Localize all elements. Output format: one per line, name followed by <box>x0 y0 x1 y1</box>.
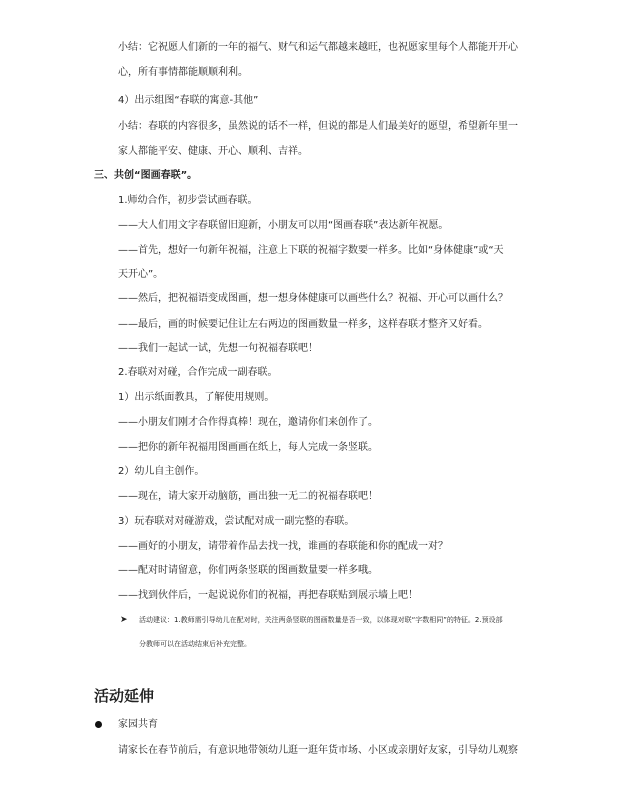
sub-2-step-2-a: ——现在，请大家开动脑筋，画出独一无二的祝福春联吧！ <box>118 491 378 502</box>
sub-2-step-3-c: ——找到伙伴后，一起说说你们的祝福，再把春联贴到展示墙上吧！ <box>118 590 418 601</box>
section-3-heading: 三、共创“图画春联”。 <box>94 170 198 181</box>
bullet-icon <box>95 721 102 728</box>
step-4-heading: 4）出示组图“春联的寓意-其他” <box>118 95 259 106</box>
summary-1-line-2: 心，所有事情都能顺顺利利。 <box>118 67 248 78</box>
summary-2-line-1: 小结：春联的内容很多，虽然说的话不一样，但说的都是人们最美好的愿望，希望新年里一 <box>118 121 518 132</box>
sub-1-line-e: ——我们一起试一试，先想一句祝福春联吧！ <box>118 343 318 354</box>
sub-1-line-d: ——最后，画的时候要记住让左右两边的图画数量一样多，这样春联才整齐又好看。 <box>118 319 488 330</box>
summary-2-line-2: 家人都能平安、健康、开心、顺利、吉祥。 <box>118 146 308 157</box>
sub-1-heading: 1.师幼合作，初步尝试画春联。 <box>118 195 258 206</box>
summary-1-line-1: 小结：它祝愿人们新的一年的福气、财气和运气都越来越旺，也祝愿家里每个人都能开开心 <box>118 42 518 53</box>
sub-2-step-1-b: ——把你的新年祝福用图画画在纸上，每人完成一条竖联。 <box>118 442 378 453</box>
activity-note-line-1: 活动建议：1.教师需引导幼儿在配对时，关注两条竖联的图画数量是否一致，以体现对联“字数相同”的特征。2.预设部 <box>139 616 503 624</box>
sub-1-line-c: ——然后，把祝福语变成图画，想一想身体健康可以画些什么？祝福、开心可以画什么？ <box>118 293 508 304</box>
extension-heading: 活动延伸 <box>94 687 155 705</box>
sub-2-step-3-b: ——配对时请留意，你们两条竖联的图画数量要一样多哦。 <box>118 565 378 576</box>
extension-body-line-1: 请家长在春节前后，有意识地带领幼儿逛一逛年货市场、小区或亲朋好友家，引导幼儿观察 <box>118 745 518 756</box>
bullet-home-school: 家园共育 <box>118 719 158 730</box>
arrow-icon: ➤ <box>120 615 128 625</box>
sub-1-line-b-1: ——首先，想好一句新年祝福，注意上下联的祝福字数要一样多。比如“身体健康”或“天 <box>118 245 504 256</box>
sub-2-step-3-a: ——画好的小朋友，请带着作品去找一找，谁画的春联能和你的配成一对？ <box>118 541 448 552</box>
sub-2-step-2: 2）幼儿自主创作。 <box>118 466 205 477</box>
sub-2-step-1: 1）出示纸面教具，了解使用规则。 <box>118 392 275 403</box>
sub-2-step-3: 3）玩春联对对碰游戏，尝试配对成一副完整的春联。 <box>118 516 355 527</box>
sub-1-line-a: ——大人们用文字春联留旧迎新，小朋友可以用“图画春联”表达新年祝愿。 <box>118 220 449 231</box>
sub-2-heading: 2.春联对对碰，合作完成一副春联。 <box>118 367 278 378</box>
sub-1-line-b-2: 天开心”。 <box>118 269 164 280</box>
activity-note-line-2: 分教师可以在活动结束后补充完整。 <box>139 640 251 648</box>
sub-2-step-1-a: ——小朋友们刚才合作得真棒！现在，邀请你们来创作了。 <box>118 417 378 428</box>
